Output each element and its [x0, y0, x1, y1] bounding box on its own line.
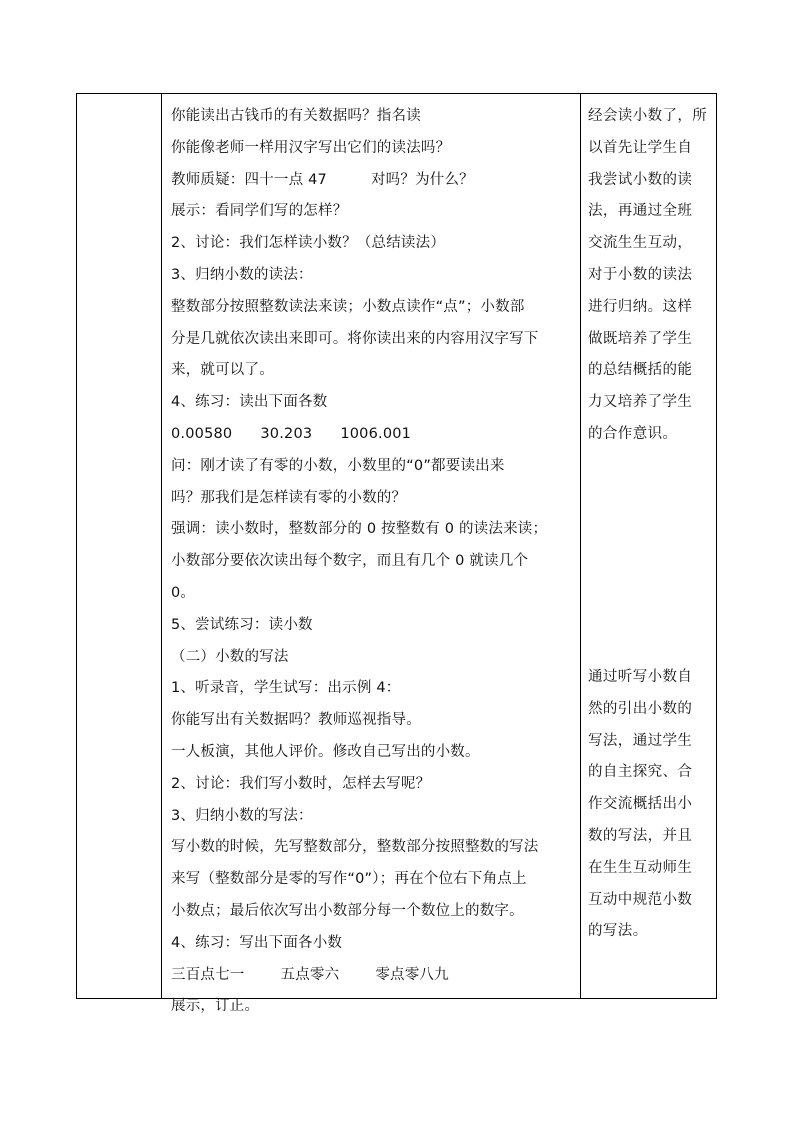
design-intent-block-writing: [588, 662, 714, 948]
text-line: 我尝试小数的读: [588, 171, 693, 188]
number-item: 30.203: [260, 425, 313, 442]
text-line: 的总结概括的能: [588, 362, 693, 379]
text-line: 2、讨论：我们写小数时，怎样去写呢？: [171, 775, 431, 792]
text-line: 的自主探究、合: [588, 764, 693, 781]
text-line: 0。: [171, 584, 196, 601]
text-line: 展示：看同学们写的怎样？: [171, 203, 348, 220]
text-line: 你能写出有关数据吗？教师巡视指导。: [171, 712, 421, 729]
text-line: 小数部分要依次读出每个数字，而且有几个 0 就读几个: [171, 553, 529, 570]
text-line: 3、归纳小数的读法：: [171, 266, 313, 283]
text-line: 经会读小数了，所: [588, 108, 708, 124]
text-line: 写法，通过学生: [588, 732, 693, 749]
text-line: 在生生互动师生: [588, 859, 693, 876]
text-line: 做既培养了学生: [588, 330, 693, 347]
number-item: 0.00580: [171, 425, 233, 442]
text-line: （二）小数的写法: [171, 648, 289, 665]
text-line: 小数点；最后依次写出小数部分每一个数位上的数字。: [171, 902, 524, 919]
text-line: 的写法。: [588, 923, 648, 940]
text-line: 1、听录音，学生试写：出示例 4：: [171, 680, 401, 697]
text-line: 4、练习：读出下面各数: [171, 394, 328, 411]
text-line: 然的引出小数的: [588, 700, 693, 717]
text-line: 对于小数的读法: [588, 266, 693, 283]
text-line: 5、尝试练习：读小数: [171, 616, 313, 633]
text-line: 你能像老师一样用汉字写出它们的读法吗？: [171, 139, 451, 156]
text-line: [171, 165, 576, 197]
teaching-process-column: [171, 101, 576, 1023]
text-line: [171, 960, 576, 992]
text-segment: 对吗？为什么？: [370, 171, 474, 188]
number-item: 1006.001: [340, 425, 412, 442]
text-line: 整数部分按照整数读法来读；小数点读作“点”；小数部: [171, 298, 525, 315]
text-line: 的合作意识。: [588, 425, 678, 442]
text-line: 写小数的时候，先写整数部分，整数部分按照整数的写法: [171, 839, 539, 856]
text-line: 3、归纳小数的写法：: [171, 807, 313, 824]
text-line: 数的写法，并且: [588, 827, 693, 844]
number-item: 五点零六: [280, 966, 340, 983]
text-line: 法，再通过全班: [588, 203, 693, 220]
text-line: 一人板演，其他人评价。修改自己写出的小数。: [171, 743, 480, 760]
text-line: 分是几就依次读出来即可。将你读出来的内容用汉字写下: [171, 330, 539, 347]
text-line: 你能读出古钱币的有关数据吗？指名读: [171, 108, 421, 124]
column-divider-left: [161, 94, 162, 998]
text-line: 4、练习：写出下面各小数: [171, 934, 343, 951]
design-intent-block-reading: [588, 101, 714, 451]
text-line: 进行归纳。这样: [588, 298, 693, 315]
text-line: 展示，订正。: [171, 998, 260, 1015]
text-line: 强调：读小数时，整数部分的 0 按整数有 0 的读法来读；: [171, 521, 548, 538]
text-line: 来写（整数部分是零的写作“0”）；再在个位右下角点上: [171, 871, 527, 888]
text-line: 来，就可以了。: [171, 362, 274, 379]
text-line: 问：刚才读了有零的小数，小数里的“0”都要读出来: [171, 457, 505, 474]
text-line: 作交流概括出小: [588, 796, 693, 813]
number-item: 三百点七一: [171, 966, 245, 983]
text-line: 力又培养了学生: [588, 394, 693, 411]
text-line: 2、讨论：我们怎样读小数？（总结读法）: [171, 235, 446, 252]
text-line: [171, 419, 576, 451]
text-line: 以首先让学生自: [588, 139, 693, 156]
number-item: 零点零八九: [375, 966, 449, 983]
text-line: 通过听写小数自: [588, 669, 693, 685]
text-line: 吗？那我们是怎样读有零的小数的？: [171, 489, 407, 506]
text-line: 互动中规范小数: [588, 891, 693, 908]
lesson-plan-table: [76, 93, 717, 1015]
text-line: 交流生生互动，: [588, 235, 693, 252]
column-divider-right: [580, 94, 581, 998]
text-segment: 教师质疑：四十一点 47: [171, 171, 327, 188]
